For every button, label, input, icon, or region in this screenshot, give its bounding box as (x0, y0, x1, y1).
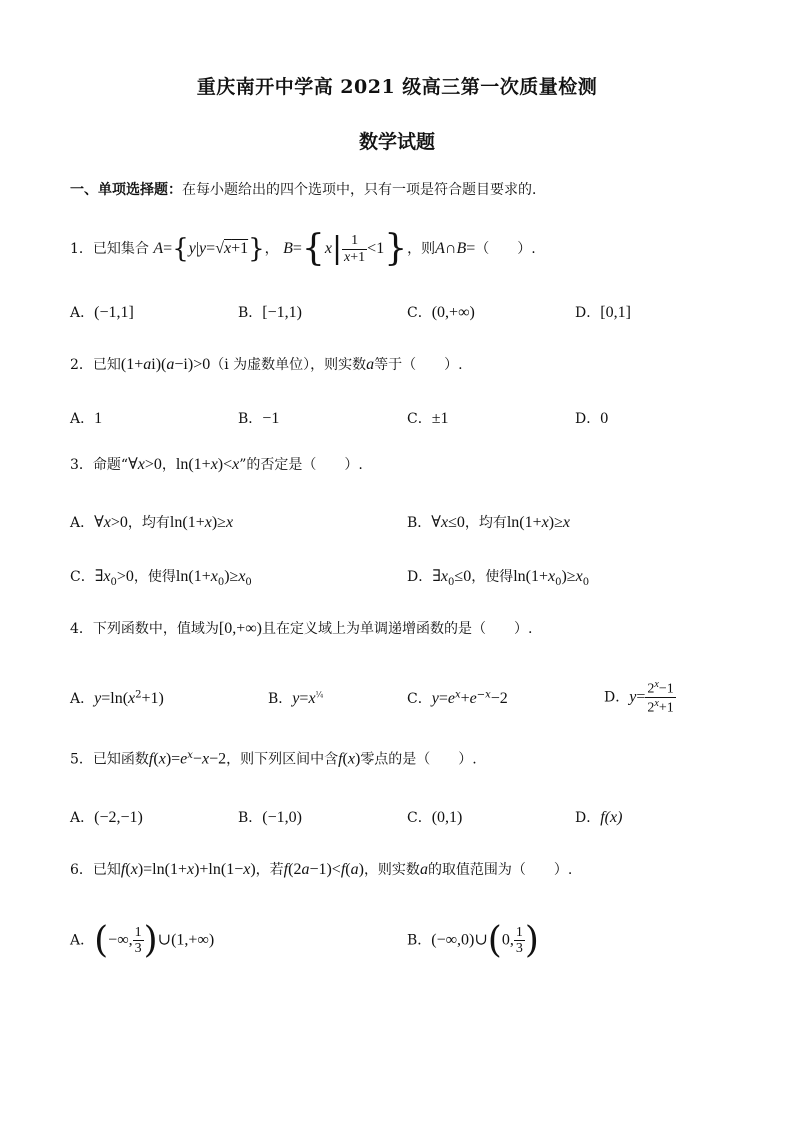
q3-option-d: D．$\exists x_0\le 0$，使得$\ln(1+x_0)\ge x_0$ (407, 568, 590, 588)
q4-option-c: C．$y=e^x+e^{-x}-2$ (407, 689, 508, 707)
q2-option-c: C．±1 (407, 410, 449, 427)
question-1: 1．已知集合 A={y|y=√x+1}， B={x| $\frac{1}{x+1}$ <1}，则A∩B=（ ）. (70, 228, 536, 269)
q1-paren: （ ）. (475, 241, 536, 257)
q5-option-a: A．(−2,−1) (70, 809, 143, 826)
q1-option-d: D．[0,1] (575, 304, 631, 321)
section-instruction: 在每小题给出的四个选项中，只有一项是符合题目要求的． (182, 182, 546, 198)
q1-option-b: B．[−1,1) (238, 304, 302, 321)
q2-option-d: D．0 (575, 410, 609, 427)
q1-comma: ， (264, 241, 279, 257)
q3-option-c: C．$\exists x_0>0$，使得$\ln(1+x_0)\ge x_0$ (70, 568, 252, 588)
question-6: 6．已知f(x)=ln(1+x)+ln(1−x)，若f(2a−1)<f(a)，则实数a的取值范围为（ ）. (70, 861, 573, 878)
question-3: 3．命题“∀x>0，ln(1+x)<x”的否定是（ ）. (70, 456, 363, 473)
q4-option-a: A．$y=\ln(x^2+1)$ (70, 689, 164, 707)
q1-suffix: ，则 (407, 241, 436, 257)
q5-option-d: D．f(x) (575, 809, 623, 826)
q1-option-a: A．(−1,1] (70, 304, 134, 321)
exam-title: 重庆南开中学高 2021 级高三第一次质量检测 (196, 76, 598, 98)
question-2: 2．已知(1+ai)(a−i)>0（i 为虚数单位），则实数a等于（ ）. (70, 356, 463, 373)
q6-option-a: A．(−∞, $\frac{1}{3}$ )∪(1,+∞) (70, 920, 215, 961)
q5-option-b: B．(−1,0) (238, 809, 302, 826)
q1-prefix: 已知集合 (92, 241, 149, 257)
q6-option-b: B．(−∞,0)∪(0, $\frac{1}{3}$ ) (407, 920, 539, 961)
section-heading (70, 179, 546, 199)
q5-option-c: C．(0,1) (407, 809, 463, 826)
q3-option-a: A．∀x>0，均有ln(1+x)≥x (70, 514, 234, 531)
question-5: 5．已知函数$f(x)=e^x-x-2$，则下列区间中含f(x)零点的是（ ）. (70, 750, 477, 768)
section-label: 一、单项选择题： (70, 182, 182, 198)
q2-option-b: B．−1 (238, 410, 280, 427)
q3-option-b: B．∀x≤0，均有ln(1+x)≥x (407, 514, 570, 531)
exam-subtitle: 数学试题 (358, 131, 435, 153)
q1-number: 1． (70, 241, 93, 257)
q4-option-b: B．$y=x^{\frac{1}{4}}$ (268, 690, 324, 707)
q1-option-c: C．(0,+∞) (407, 304, 475, 321)
question-4: 4．下列函数中，值域为[0,+∞)且在定义域上为单调递增函数的是（ ）. (70, 620, 533, 637)
q2-option-a: A．1 (70, 410, 103, 427)
q4-option-d: D．y= $\frac{2^x-1}{2^x+1}$ (604, 679, 674, 716)
